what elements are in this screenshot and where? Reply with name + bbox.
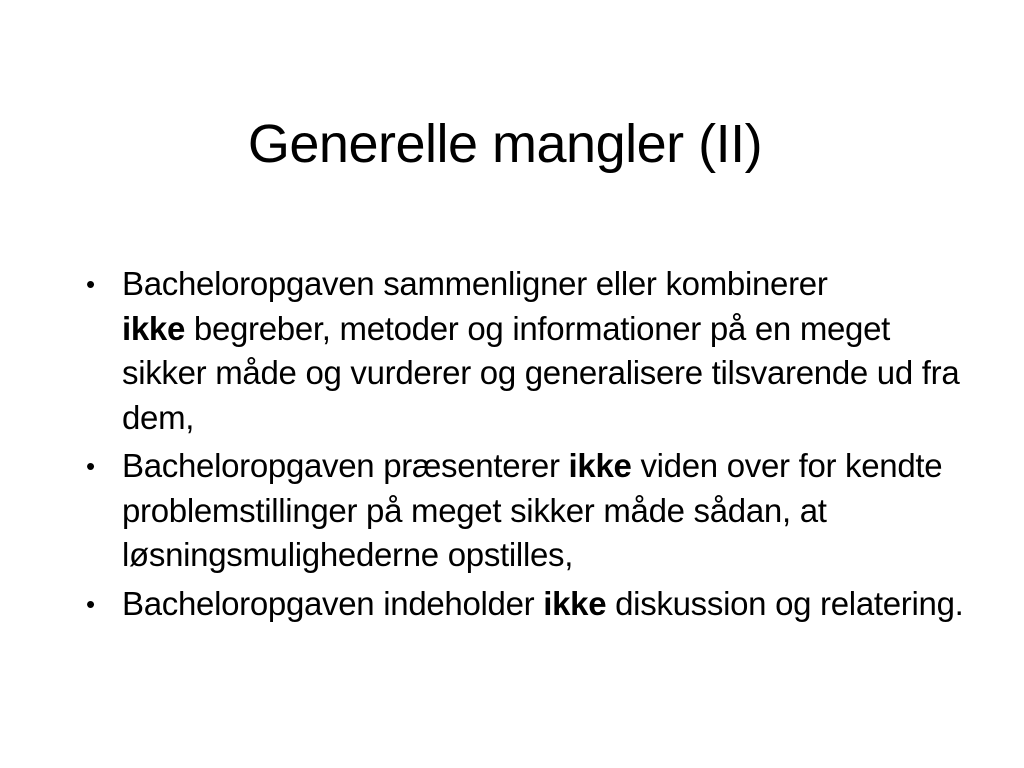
slide-title: Generelle mangler (II) xyxy=(247,114,763,174)
bullet-item-3 xyxy=(86,582,966,627)
bullet-text-end: begreber, metoder og informationer på en meget sikker måde og vurderer og generalisere tilsvarende ud fra dem, xyxy=(122,309,960,436)
bullet-item-2 xyxy=(86,444,966,578)
bullet-text-start: Bacheloropgaven præsenterer xyxy=(122,447,569,484)
bullet-item-1 xyxy=(86,262,966,440)
bullet-text-end: viden over for kendte problemstillinger på meget sikker måde sådan, at løsningsmulighederne opstilles, xyxy=(122,447,943,573)
bullet-list xyxy=(86,262,966,630)
bullet-text-start: Bacheloropgaven indeholder xyxy=(122,584,544,622)
bullet-icon: • xyxy=(86,269,95,299)
bullet-emphasis: ikke xyxy=(122,309,186,347)
bullet-icon: • xyxy=(86,451,95,481)
bullet-icon: • xyxy=(86,588,95,619)
bullet-emphasis: ikke xyxy=(543,584,607,622)
bullet-emphasis: ikke xyxy=(568,447,632,484)
bullet-text-end: diskussion og relatering. xyxy=(606,584,964,622)
bullet-text-start: Bacheloropgaven sammenligner eller kombinerer xyxy=(122,265,828,302)
